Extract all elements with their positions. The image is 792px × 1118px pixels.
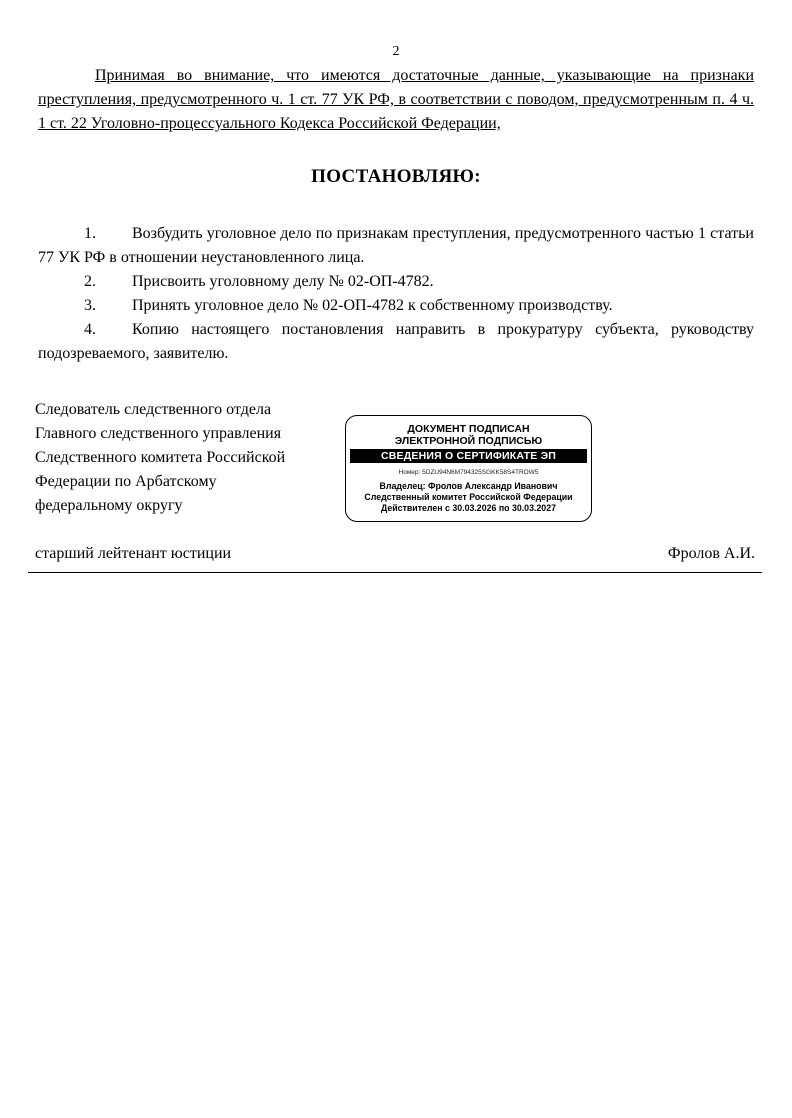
- resolution-heading: ПОСТАНОВЛЯЮ:: [311, 166, 481, 187]
- decision-item: [38, 294, 754, 318]
- position-line: Следственного комитета Российской: [35, 449, 286, 466]
- signer-position: [35, 398, 335, 518]
- decision-item: [38, 222, 754, 270]
- stamp-title-line: ДОКУМЕНТ ПОДПИСАН: [407, 423, 530, 435]
- signer-name: Фролов А.И.: [667, 545, 755, 562]
- footer-divider: [28, 572, 762, 573]
- position-line: Следователь следственного отдела: [35, 401, 272, 418]
- decision-text: Возбудить уголовное дело по признакам преступления, предусмотренного частью 1 статьи 77 УК РФ в отношении неустановленного лица.: [38, 225, 754, 266]
- decision-text: Присвоить уголовному делу № 02-ОП-4782.: [132, 273, 434, 290]
- position-line: Федерации по Арбатскому: [35, 473, 217, 490]
- decision-number: 3.: [84, 297, 96, 314]
- stamp-title-line: ЭЛЕКТРОННОЙ ПОДПИСЬЮ: [394, 435, 543, 447]
- decision-number: 1.: [84, 225, 96, 242]
- signer-rank: старший лейтенант юстиции: [35, 545, 232, 562]
- decision-text: Принять уголовное дело № 02-ОП-4782 к собственному производству.: [132, 297, 613, 314]
- electronic-signature-stamp: [345, 415, 592, 522]
- decision-item: [38, 270, 754, 294]
- stamp-certificate-number: Номер: 5DZU94N6M794325SGKK58S4TROW5: [398, 469, 539, 476]
- stamp-organization: Следственный комитет Российской Федерации: [364, 492, 573, 502]
- stamp-title: [346, 423, 591, 447]
- page-number: 2: [392, 44, 400, 59]
- intro-paragraph: Принимая во внимание, что имеются достаточные данные, указывающие на признаки преступления, предусмотренного ч. 1 ст. 77 УК РФ, в соответствии с поводом, предусмотренным п. 4 ч. 1 ст. 22 Уголовно-процессуального Кодекса Российской Федерации,: [38, 67, 754, 132]
- decision-number: 2.: [84, 273, 96, 290]
- stamp-validity: Действителен с 30.03.2026 по 30.03.2027: [381, 503, 556, 513]
- decision-item: [38, 318, 754, 366]
- decision-number: 4.: [84, 321, 96, 338]
- stamp-owner: Владелец: Фролов Александр Иванович: [379, 481, 558, 491]
- decision-list: [38, 222, 754, 366]
- position-line: Главного следственного управления: [35, 425, 282, 442]
- stamp-certificate-band: СВЕДЕНИЯ О СЕРТИФИКАТЕ ЭП: [350, 449, 587, 463]
- position-line: федеральному округу: [35, 497, 183, 514]
- decision-text: Копию настоящего постановления направить в прокуратуру субъекта, руководству подозреваемого, заявителю.: [38, 321, 754, 362]
